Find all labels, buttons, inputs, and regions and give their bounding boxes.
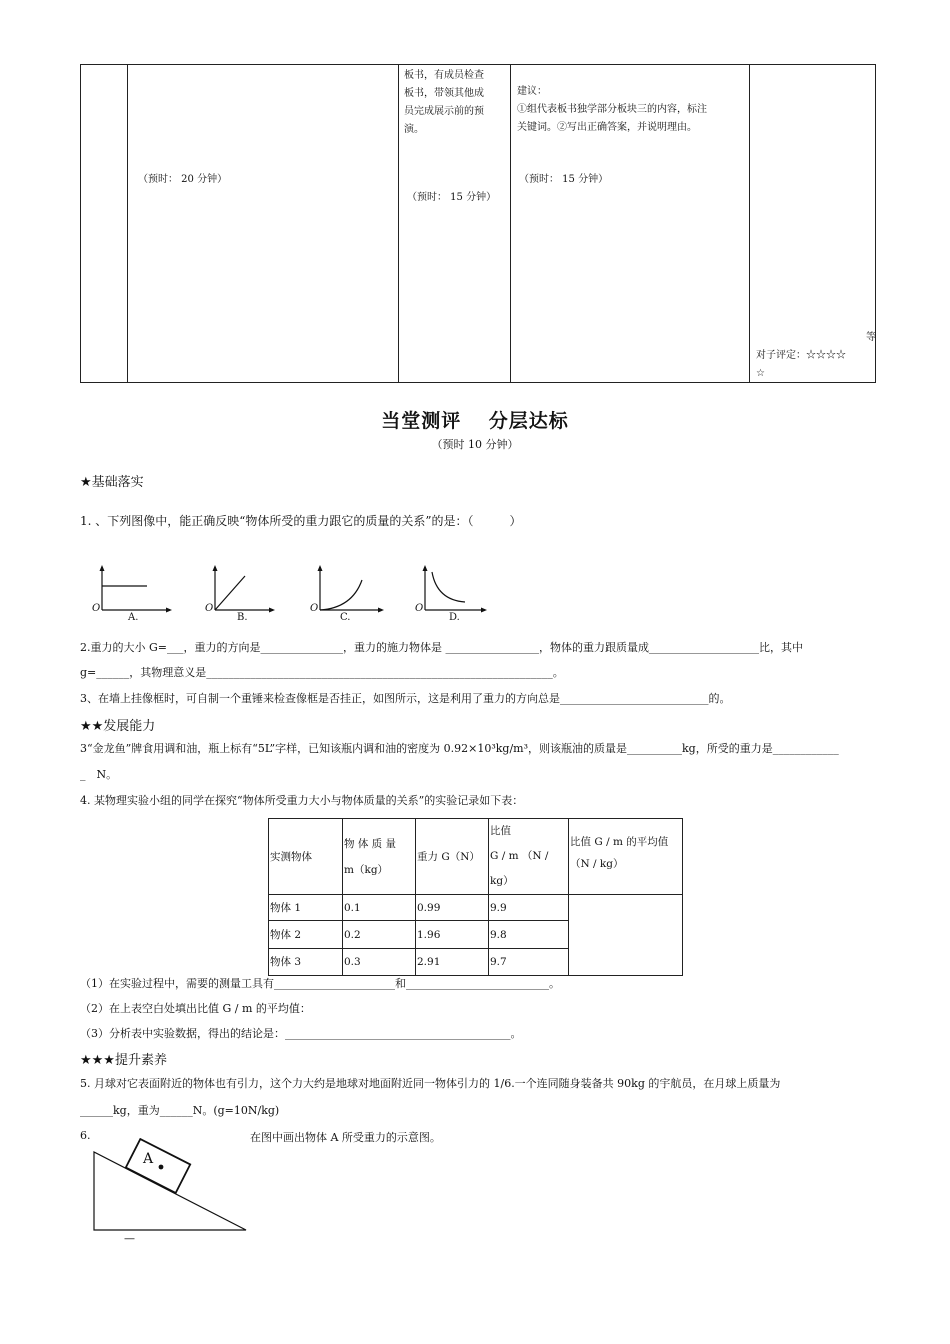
eval-rating: 对子评定：☆☆☆☆ <box>756 350 846 361</box>
row-weight: 2.91 <box>416 949 489 976</box>
header-average <box>569 819 683 895</box>
graph-c <box>310 562 400 624</box>
suggestion-line: 关键词。②写出正确答案，并说明理由。 <box>517 122 697 133</box>
task-time: （预时： 20 分钟） <box>138 174 228 185</box>
suggestion-line: 建议： <box>517 86 547 97</box>
average-blank-cell[interactable] <box>569 895 683 976</box>
question-2-line-2: g=______，其物理意义是_______________________________________________________________。 <box>80 666 564 679</box>
row-mass: 0.3 <box>343 949 416 976</box>
page-title: 当堂测评 分层达标 <box>381 410 569 432</box>
header-object: 实测物体 <box>269 819 343 895</box>
row-object: 物体 1 <box>269 895 343 921</box>
section-develop: ★★发展能力 <box>80 719 156 734</box>
graph-d-label: D. <box>449 612 460 623</box>
graph-c-label: C. <box>340 612 351 623</box>
header-ratio-line: kg） <box>490 875 514 887</box>
group-line: 板书，带领其他成 <box>404 88 484 99</box>
header-ratio <box>489 819 569 895</box>
header-mass-line: m（kg） <box>344 863 389 876</box>
row-weight: 1.96 <box>416 921 489 949</box>
header-ratio-line: 比值 <box>490 825 511 837</box>
table-cell-evaluation <box>750 65 876 383</box>
question-3b-line-1: 3“金龙鱼”牌食用调和油，瓶上标有“5L”字样，已知该瓶内调和油的密度为 0.92×10³kg/m³，则该瓶油的质量是__________kg，所受的重力是____________ <box>80 742 839 755</box>
table-cell-task <box>128 65 399 383</box>
row-ratio: 9.8 <box>489 921 569 949</box>
section-improve: ★★★提升素养 <box>80 1053 167 1068</box>
table-cell-group <box>399 65 511 383</box>
incline-diagram <box>88 1138 253 1234</box>
question-3b-line-2: _ N。 <box>80 768 118 781</box>
eval-deng: 等 <box>866 332 876 343</box>
eval-star: ☆ <box>756 368 765 379</box>
header-weight: 重力 G（N） <box>416 819 489 895</box>
question-4-sub-3: （3）分析表中实验数据，得出的结论是：_________________________________________。 <box>80 1027 522 1040</box>
graph-b <box>205 562 295 624</box>
graph-c-origin: O <box>310 603 319 614</box>
page-subtitle: （预时 10 分钟） <box>431 438 519 451</box>
row-weight: 0.99 <box>416 895 489 921</box>
group-line: 演。 <box>404 124 424 135</box>
question-5-line-1: 5. 月球对它表面附近的物体也有引力，这个力大约是地球对地面附近同一物体引力的 1/6.一个连同随身装备共 90kg 的宇航员，在月球上质量为 <box>80 1077 781 1090</box>
question-5-line-2: ______kg，重为______N。(g=10N/kg) <box>80 1104 280 1117</box>
graph-b-origin: O <box>205 603 214 614</box>
graph-a-label: A. <box>128 612 139 623</box>
question-3: 3、在墙上挂像框时，可自制一个重锤来检查像框是否挂正，如图所示，这是利用了重力的方向总是___________________________的。 <box>80 692 731 705</box>
graph-d <box>415 562 505 624</box>
row-object: 物体 3 <box>269 949 343 976</box>
group-line: 板书，有成员检查 <box>404 70 484 81</box>
data-table <box>268 818 683 976</box>
table-cell-suggestion <box>511 65 750 383</box>
row-ratio: 9.7 <box>489 949 569 976</box>
graph-a-origin: O <box>92 603 101 614</box>
question-4-sub-2: （2）在上表空白处填出比值 G / m 的平均值： <box>80 1002 311 1015</box>
question-6-text: 在图中画出物体 A 所受重力的示意图。 <box>250 1131 441 1144</box>
section-basic: ★基础落实 <box>80 475 144 490</box>
group-line: 员完成展示前的预 <box>404 106 484 117</box>
header-average-line: 比值 G / m 的平均值 <box>570 836 669 848</box>
question-1: 1. 、下列图像中，能正确反映“物体所受的重力跟它的质量的关系”的是：（ ） <box>80 514 522 528</box>
activity-table <box>80 64 876 383</box>
header-mass <box>343 819 416 895</box>
row-mass: 0.1 <box>343 895 416 921</box>
row-mass: 0.2 <box>343 921 416 949</box>
block-label: A <box>143 1151 154 1167</box>
suggestion-line: ①组代表板书独学部分板块三的内容，标注 <box>517 104 707 115</box>
header-average-line: （N / kg） <box>570 858 624 870</box>
graph-b-label: B. <box>237 612 248 623</box>
question-4-sub-1: （1）在实验过程中，需要的测量工具有______________________和__________________________。 <box>80 977 560 990</box>
suggestion-time: （预时： 15 分钟） <box>519 174 609 185</box>
question-4-intro: 4. 某物理实验小组的同学在探究“物体所受重力大小与物体质量的关系”的实验记录如下表： <box>80 794 524 807</box>
question-6-number: 6. <box>80 1129 91 1142</box>
graph-d-origin: O <box>415 603 424 614</box>
bottom-mark: — <box>124 1232 135 1245</box>
group-time: （预时： 15 分钟） <box>407 192 497 203</box>
header-ratio-line: G / m （N / <box>490 850 549 862</box>
header-mass-line: 物 体 质 量 <box>344 837 397 850</box>
question-2-line-1: 2.重力的大小 G=___，重力的方向是_______________，重力的施力物体是 _________________，物体的重力跟质量成____________________比，其中 <box>80 641 803 654</box>
row-object: 物体 2 <box>269 921 343 949</box>
table-cell-index <box>81 65 128 383</box>
row-ratio: 9.9 <box>489 895 569 921</box>
